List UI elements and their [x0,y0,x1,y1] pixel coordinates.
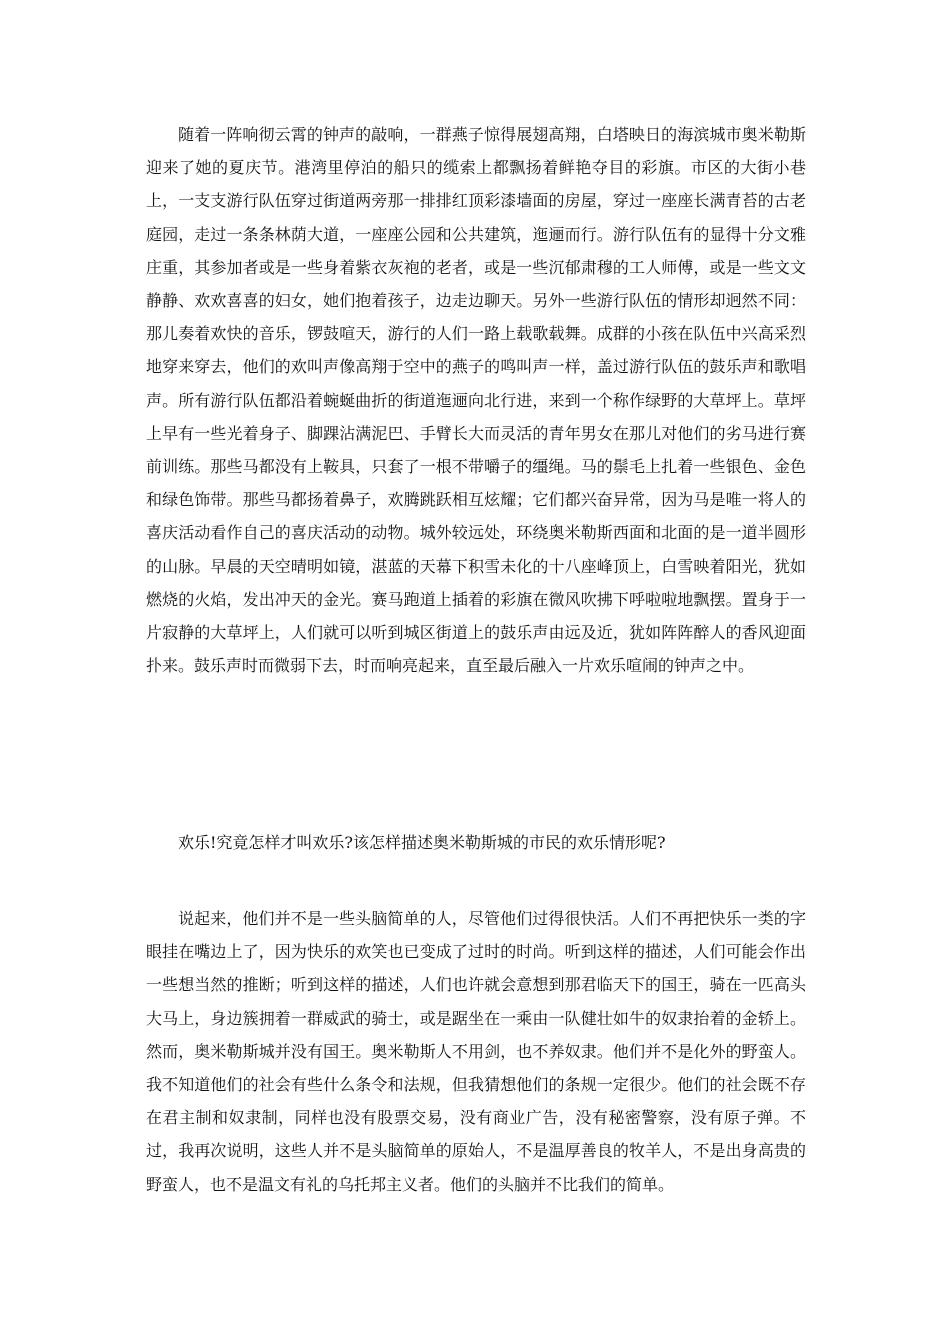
paragraph-festival: 随着一阵响彻云霄的钟声的敲响，一群燕子惊得展翅高翔，白塔映日的海滨城市奥米勒斯迎来了她的夏庆节。港湾里停泊的船只的缆索上都飘扬着鲜艳夺目的彩旗。市区的大街小巷上，一支支游行队伍穿过街道两旁那一排排红顶彩漆墙面的房屋，穿过一座座长满青苔的古老庭园，走过一条条林荫大道，一座座公园和公共建筑，迤逦而行。游行队伍有的显得十分文雅庄重，其参加者或是一些身着紫衣灰袍的老者，或是一些沉郁肃穆的工人师傅，或是一些文文静静、欢欢喜喜的妇女，她们抱着孩子，边走边聊天。另外一些游行队伍的情形却迥然不同：那儿奏着欢快的音乐，锣鼓喧天，游行的人们一路上载歌载舞。成群的小孩在队伍中兴高采烈地穿来穿去，他们的欢叫声像高翔于空中的燕子的鸣叫声一样，盖过游行队伍的鼓乐声和歌唱声。所有游行队伍都沿着蜿蜒曲折的街道迤逦向北行进，来到一个称作绿野的大草坪上。草坪上早有一些光着身子、脚踝沾满泥巴、手臂长大而灵活的青年男女在那儿对他们的劣马进行赛前训练。那些马都没有上鞍具，只套了一根不带嚼子的缰绳。马的鬃毛上扎着一些银色、金色和绿色饰带。那些马都扬着鼻子，欢腾跳跃相互炫耀；它们都兴奋异常，因为马是唯一将人的喜庆活动看作自己的喜庆活动的动物。城外较远处，环绕奥米勒斯西面和北面的是一道半圆形的山脉。早晨的天空晴明如镜，湛蓝的天幕下积雪未化的十八座峰顶上，白雪映着阳光，犹如燃烧的火焰，发出冲天的金光。赛马跑道上插着的彩旗在微风吹拂下呼啦啦地飘摆。置身于一片寂静的大草坪上，人们就可以听到城区街道上的鼓乐声由远及近，犹如阵阵醉人的香风迎面扑来。鼓乐声时而微弱下去，时而响亮起来，直至最后融入一片欢乐喧闹的钟声之中。 [146,125,806,676]
paragraph-question: 欢乐!究竟怎样才叫欢乐?该怎样描述奥米勒斯城的市民的欢乐情形呢? [178,833,666,852]
paragraph-description: 说起来，他们并不是一些头脑简单的人，尽管他们过得很快活。人们不再把快乐一类的字眼挂在嘴边上了，因为快乐的欢笑也已变成了过时的时尚。听到这样的描述，人们可能会作出一些想当然的推断；听到这样的描述，人们也许就会意想到那君临天下的国王，骑在一匹高头大马上，身边簇拥着一群威武的骑士，或是踞坐在一乘由一队健壮如牛的奴隶抬着的金轿上。然而，奥米勒斯城并没有国王。奥米勒斯人不用剑，也不养奴隶。他们并不是化外的野蛮人。我不知道他们的社会有些什么条令和法规，但我猜想他们的条规一定很少。他们的社会既不存在君主制和奴隶制，同样也没有股票交易，没有商业广告，没有秘密警察，没有原子弹。不过，我再次说明，这些人并不是头脑简单的原始人，不是温厚善良的牧羊人，不是出身高贵的野蛮人，也不是温文有礼的乌托邦主义者。他们的头脑并不比我们的简单。 [146,909,806,1194]
